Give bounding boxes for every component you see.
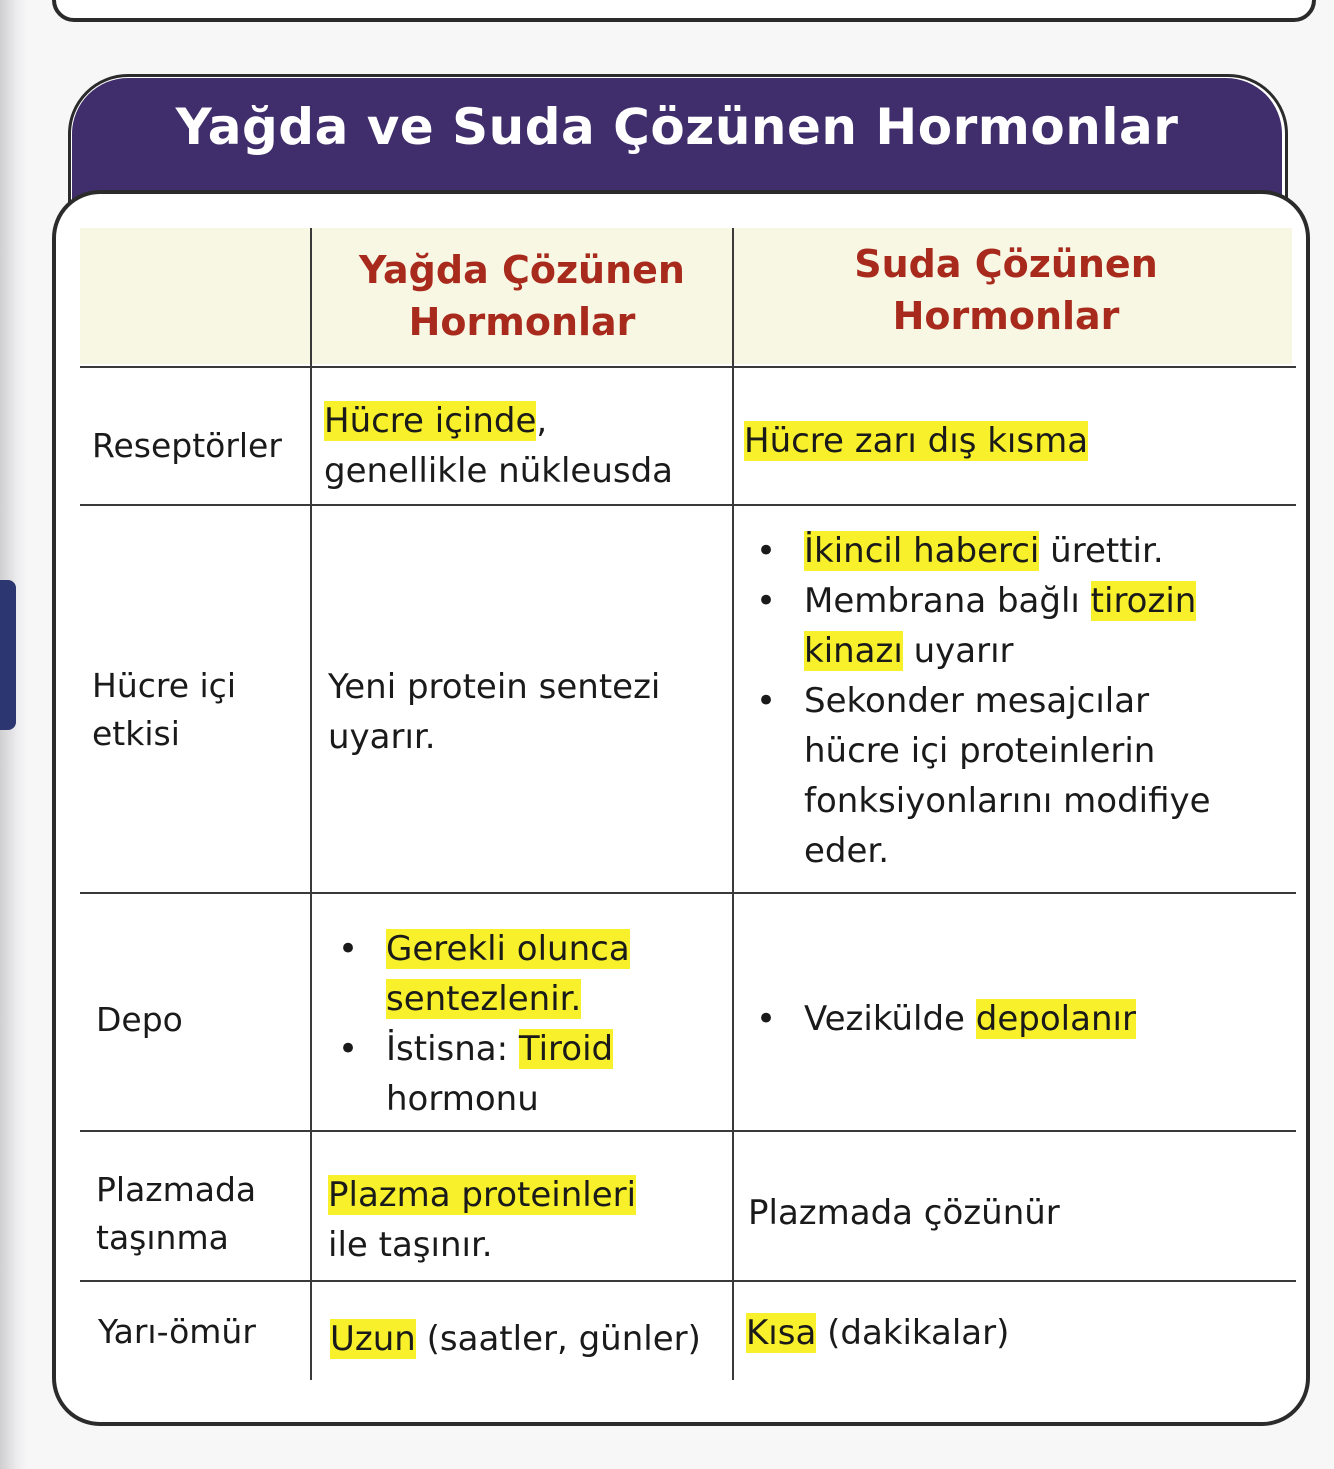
row-label-halflife: Yarı-ömür <box>98 1312 256 1351</box>
highlight-text: Hücre içinde <box>324 401 537 441</box>
cell-plasma-fat-line1 <box>328 1170 728 1220</box>
cell-text: hormonu <box>386 1079 539 1119</box>
bullet-list <box>746 526 1236 876</box>
cell-text: , <box>536 401 548 441</box>
cell-plasma-fat-line2: ile taşınır. <box>328 1225 493 1265</box>
list-item: • Sekonder mesajcılar hücre içi proteinlerin fonksiyonlarını modifiye eder. <box>746 676 1236 876</box>
row-divider-3 <box>80 1130 1296 1132</box>
row-label-plasma <box>96 1166 256 1262</box>
row-label-plasma-line1: Plazmada <box>96 1170 257 1209</box>
page-edge <box>0 0 28 1469</box>
row-divider-header <box>80 366 1296 368</box>
row-label-plasma-line2: taşınma <box>96 1218 229 1257</box>
column-header-water-line2: Hormonlar <box>892 294 1120 338</box>
column-header-fat-line1: Yağda Çözünen <box>359 248 685 292</box>
cell-intracellular-fat <box>328 662 728 762</box>
row-label-storage: Depo <box>96 1000 183 1039</box>
cell-text: Membrana bağlı <box>804 581 1091 621</box>
cell-text: (saatler, günler) <box>415 1319 701 1359</box>
cell-plasma-water <box>748 1188 1268 1238</box>
cell-receptors-fat-line1 <box>324 396 724 446</box>
cell-intracellular-water <box>746 526 1236 876</box>
row-divider-2 <box>80 892 1296 894</box>
highlight-text: Tiroid <box>518 1029 614 1069</box>
row-label-intracellular-line1: Hücre içi <box>92 666 236 705</box>
cell-halflife-fat <box>330 1314 730 1364</box>
cell-receptors-fat-line2: genellikle nükleusda <box>324 451 673 491</box>
row-divider-4 <box>80 1280 1296 1282</box>
highlight-text: Gerekli olunca sentezlenir. <box>386 929 630 1019</box>
bullet-list <box>328 924 688 1124</box>
cell-storage-fat <box>328 924 688 1124</box>
highlight-text: Kısa <box>746 1313 817 1353</box>
hormone-table <box>52 190 1310 1426</box>
column-header-fat-soluble <box>314 244 730 348</box>
page-title: Yağda ve Suda Çözünen Hormonlar <box>175 98 1179 156</box>
column-divider-2 <box>732 228 734 1380</box>
highlight-text: Uzun <box>330 1319 416 1359</box>
cell-text: Plazmada çözünür <box>748 1193 1060 1233</box>
cell-intracellular-fat-line1: Yeni protein sentezi <box>328 667 661 707</box>
row-label-receptors: Reseptörler <box>92 426 282 465</box>
list-item <box>746 526 1236 576</box>
cell-receptors-fat <box>324 396 724 496</box>
row-label-intracellular <box>92 662 236 758</box>
list-item <box>328 1024 688 1124</box>
row-label-intracellular-line2: etkisi <box>92 714 180 753</box>
highlight-text: tirozin <box>1090 581 1197 621</box>
cell-text: İstisna: <box>386 1029 519 1069</box>
highlight-text: İkincil haberci <box>804 531 1040 571</box>
highlight-text: depolanır <box>975 999 1136 1039</box>
highlight-text: Hücre zarı dış kısma <box>744 421 1089 461</box>
page-edge-mark <box>0 580 16 730</box>
column-divider-1 <box>310 228 312 1380</box>
cell-text: Vezikülde <box>804 999 976 1039</box>
cell-intracellular-fat-line2: uyarır. <box>328 717 436 757</box>
previous-box-bottom <box>52 0 1316 22</box>
bullet-list <box>746 994 1266 1044</box>
cell-storage-water <box>746 994 1266 1044</box>
column-header-water-soluble <box>736 238 1276 342</box>
column-header-fat-line2: Hormonlar <box>408 300 636 344</box>
cell-text: (dakikalar) <box>816 1313 1010 1353</box>
list-item <box>746 994 1266 1044</box>
cell-halflife-water <box>746 1308 1266 1358</box>
cell-plasma-fat <box>328 1170 728 1270</box>
list-item <box>328 924 688 1024</box>
cell-text: uyarır <box>902 631 1014 671</box>
list-item <box>746 576 1236 676</box>
row-divider-1 <box>80 504 1296 506</box>
cell-receptors-water <box>744 416 1284 466</box>
column-header-water-line1: Suda Çözünen <box>854 242 1158 286</box>
highlight-text: Plazma proteinleri <box>328 1175 637 1215</box>
highlight-text: kinazı <box>804 631 903 671</box>
cell-text: ürettir. <box>1039 531 1164 571</box>
